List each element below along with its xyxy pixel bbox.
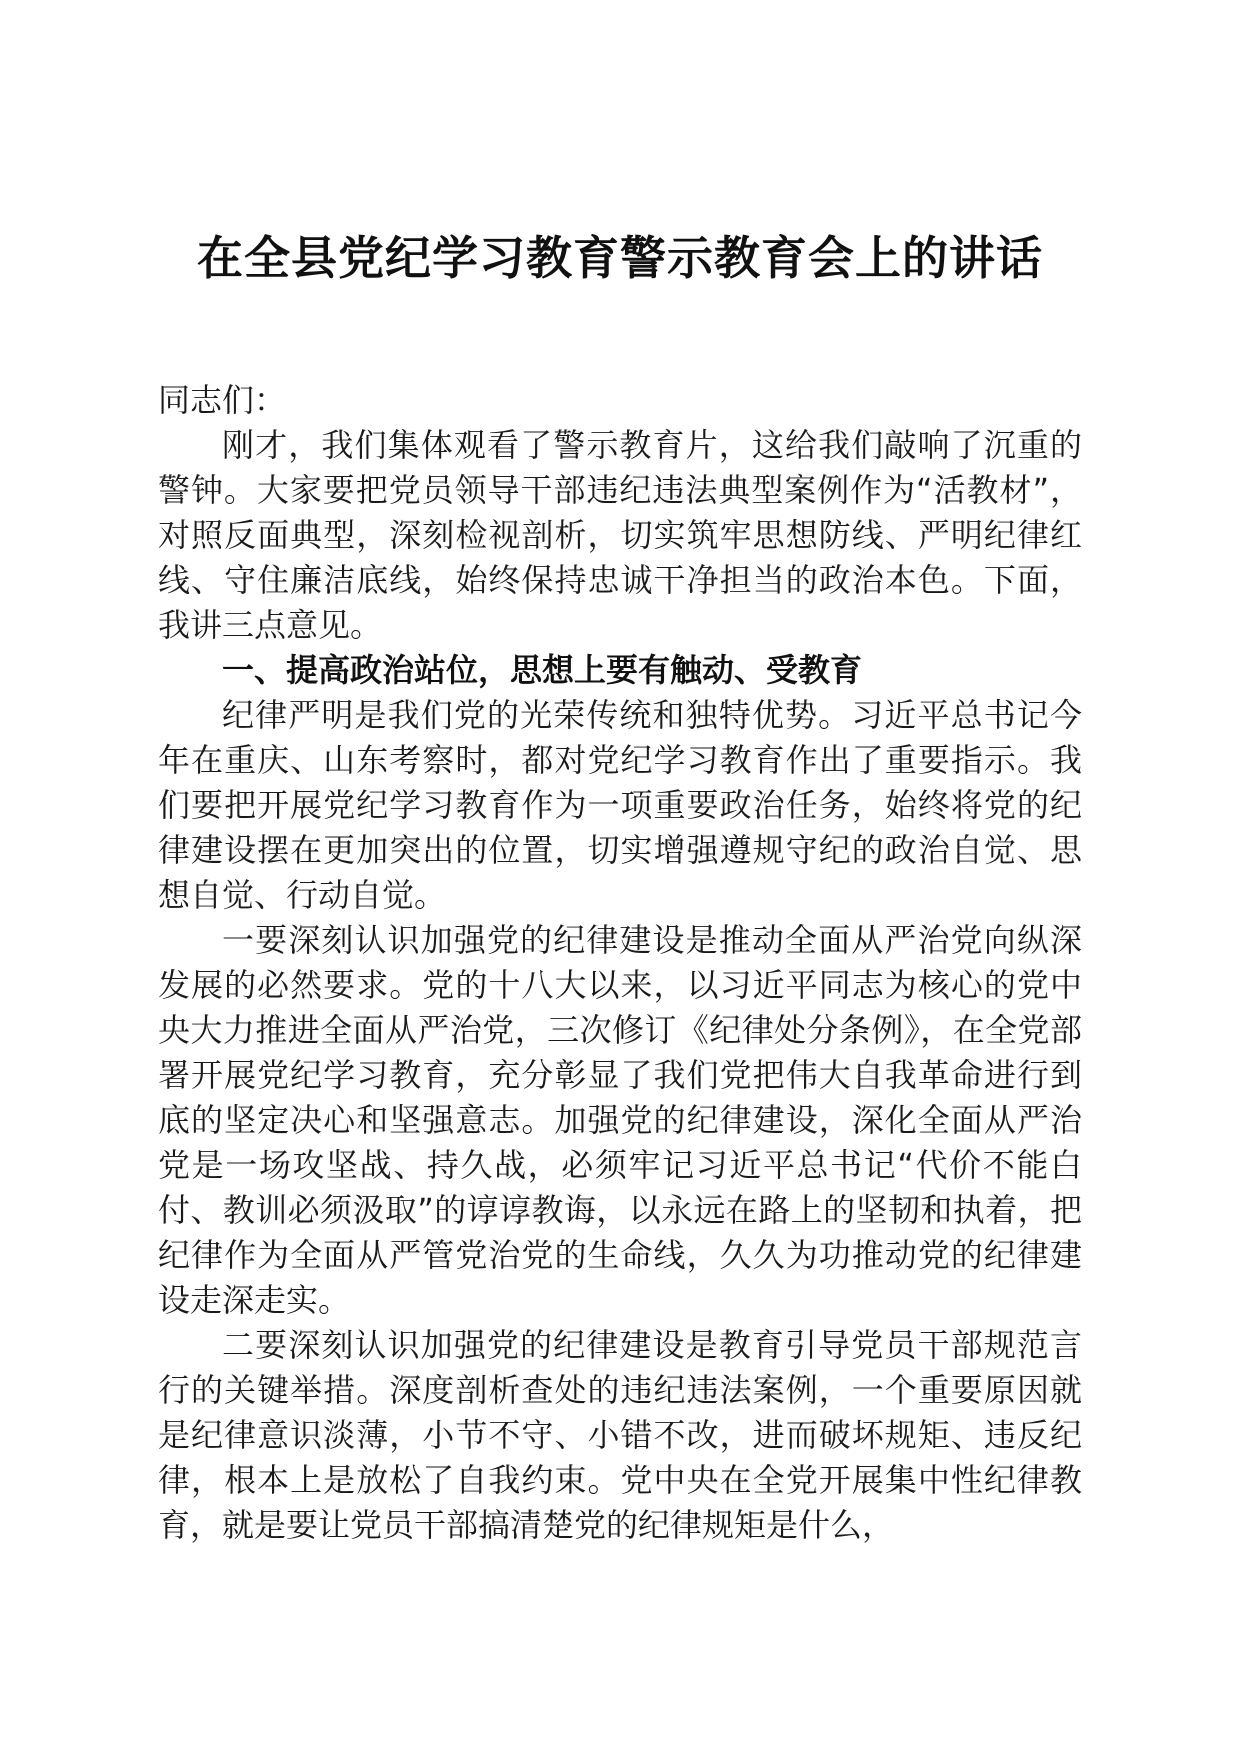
body-paragraph-section-1: 纪律严明是我们党的光荣传统和独特优势。习近平总书记今年在重庆、山东考察时，都对党纪学习教育作出了重要指示。我们要把开展党纪学习教育作为一项重要政治任务，始终将党的纪律建设摆在更加突出的位置，切实增强遵规守纪的政治自觉、思想自觉、行动自觉。 — [158, 696, 1082, 914]
body-paragraph-intro: 刚才，我们集体观看了警示教育片，这给我们敲响了沉重的警钟。大家要把党员领导干部违纪违法典型案例作为“活教材”，对照反面典型，深刻检视剖析，切实筑牢思想防线、严明纪律红线、守住廉洁底线，始终保持忠诚干净担当的政治本色。下面，我讲三点意见。 — [158, 426, 1082, 644]
document-body — [158, 378, 1082, 1548]
section-heading-1: 一、提高政治站位，思想上要有触动、受教育 — [222, 651, 863, 689]
body-paragraph-point-2: 二要深刻认识加强党的纪律建设是教育引导党员干部规范言行的关键举措。深度剖析查处的违纪违法案例，一个重要原因就是纪律意识淡薄，小节不守、小错不改，进而破坏规矩、违反纪律，根本上是放松了自我约束。党中央在全党开展集中性纪律教育，就是要让党员干部搞清楚党的纪律规矩是什么， — [158, 1326, 1082, 1544]
body-paragraph-point-1: 一要深刻认识加强党的纪律建设是推动全面从严治党向纵深发展的必然要求。党的十八大以来，以习近平同志为核心的党中央大力推进全面从严治党，三次修订《纪律处分条例》，在全党部署开展党纪学习教育，充分彰显了我们党把伟大自我革命进行到底的坚定决心和坚强意志。加强党的纪律建设，深化全面从严治党是一场攻坚战、持久战，必须牢记习近平总书记“代价不能白付、教训必须汲取”的谆谆教诲，以永远在路上的坚韧和执着，把纪律作为全面从严管党治党的生命线，久久为功推动党的纪律建设走深走实。 — [158, 921, 1082, 1319]
document-title: 在全县党纪学习教育警示教育会上的讲话 — [197, 231, 1043, 285]
salutation: 同志们： — [158, 381, 287, 419]
